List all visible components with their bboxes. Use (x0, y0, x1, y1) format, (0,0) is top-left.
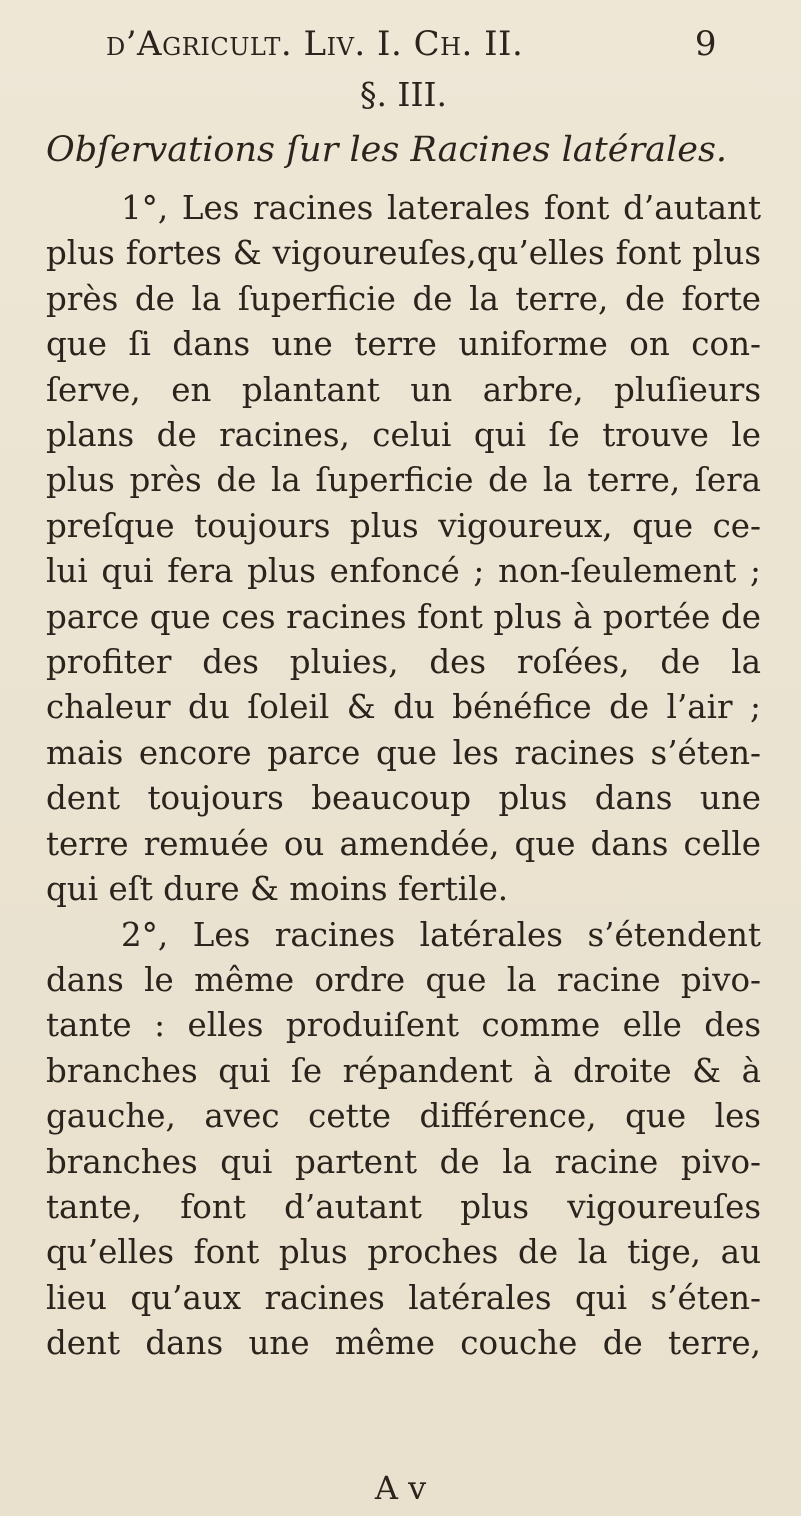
text-line: gauche, avec cette différence, que les (46, 1097, 761, 1136)
section-heading: Obſervations ſur les Racines latérales. (46, 130, 728, 170)
text-line: parce que ces racines font plus à portée de (46, 597, 761, 636)
text-line: tante : elles produiſent comme elle des (46, 1006, 761, 1045)
text-line: tante, font d’autant plus vigoureuſes (46, 1187, 761, 1226)
signature-mark: A v (374, 1469, 427, 1507)
text-line: terre remuée ou amendée, que dans celle (46, 824, 761, 863)
text-line: qu’elles font plus proches de la tige, au (46, 1233, 761, 1272)
paragraph-1 (46, 186, 761, 913)
running-head-title: d’Agricult. Liv. I. Ch. II. (106, 24, 524, 64)
text-line: 1°, Les racines laterales font d’autant (121, 189, 761, 227)
text-line: plus fortes & vigoureuſes,qu’elles font plus (46, 234, 761, 273)
text-line: dans le même ordre que la racine pivo- (46, 960, 761, 999)
text-line: lieu qu’aux racines latérales qui s’éten- (46, 1278, 761, 1317)
running-head (46, 18, 761, 70)
text-line: lui qui fera plus enfoncé ; non-ſeulement ; (46, 552, 761, 591)
text-line: 2°, Les racines latérales s’étendent (121, 915, 761, 954)
text-line: que ſi dans une terre uniforme on con- (46, 325, 761, 364)
page-number: 9 (694, 24, 717, 64)
text-line: preſque toujours plus vigoureux, que ce- (46, 506, 761, 545)
text-line: profiter des pluies, des roſées, de la (46, 643, 761, 682)
text-line: près de la ſuperficie de la terre, de forte (46, 279, 761, 318)
text-line: chaleur du ſoleil & du bénéfice de l’air ; (46, 688, 761, 727)
text-line: ſerve, en plantant un arbre, pluſieurs (46, 370, 761, 409)
text-line: qui eſt dure & moins fertile. (46, 870, 509, 909)
paragraph-2 (46, 913, 761, 1367)
text-line: branches qui partent de la racine pivo- (46, 1142, 761, 1181)
text-line: dent dans une même couche de terre, (46, 1324, 761, 1363)
text-line: plus près de la ſuperficie de la terre, ſera (46, 461, 761, 500)
text-line: mais encore parce que les racines s’éten- (46, 733, 761, 772)
text-line: dent toujours beaucoup plus dans une (46, 779, 761, 818)
section-number: §. III. (359, 75, 448, 114)
text-line: plans de racines, celui qui ſe trouve le (46, 416, 761, 455)
text-line: branches qui ſe répandent à droite & à (46, 1051, 761, 1090)
